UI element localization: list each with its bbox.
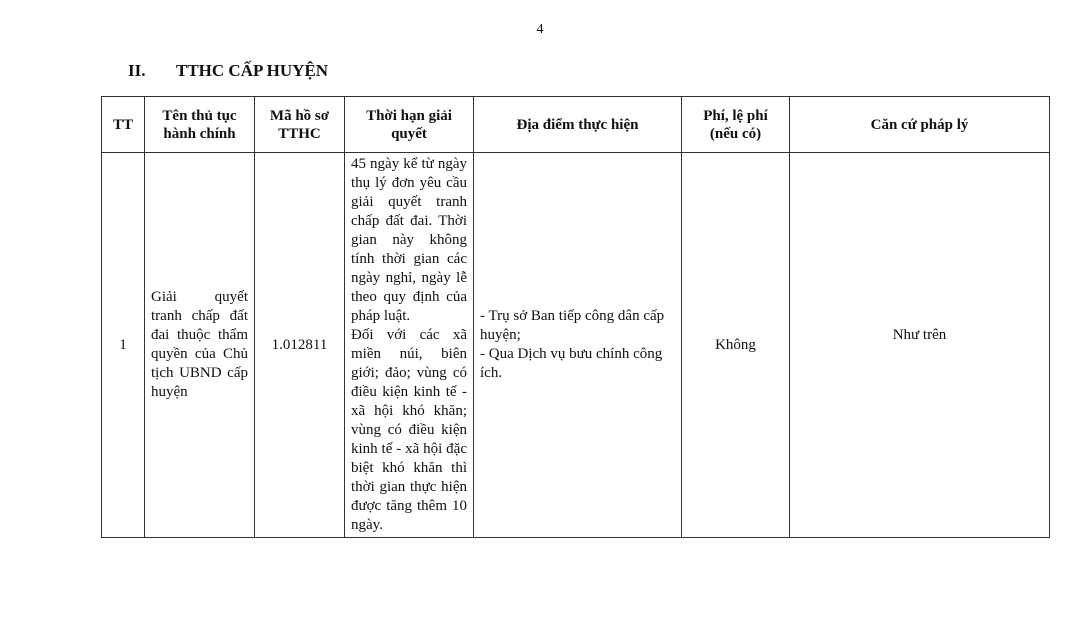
header-location: Địa điểm thực hiện bbox=[474, 97, 682, 153]
processing-time-extension: Đối với các xã miền núi, biên giới; đảo; vùng có điều kiện kinh tế - xã hội khó khăn; vùng có điều kiện kinh tế - xã hội đặc biệt khó khăn thì thời gian thực hiện được tăng thêm 10 ngày. bbox=[351, 327, 467, 533]
header-processing-time: Thời hạn giải quyết bbox=[345, 97, 474, 153]
cell-procedure-name: Giải quyết tranh chấp đất đai thuộc thẩm quyền của Chủ tịch UBND cấp huyện bbox=[145, 153, 255, 538]
section-number: II. bbox=[128, 61, 146, 80]
header-fee: Phí, lệ phí (nếu có) bbox=[682, 97, 790, 153]
location-postal: - Qua Dịch vụ bưu chính công ích. bbox=[480, 346, 663, 381]
header-record-code: Mã hồ sơ TTHC bbox=[255, 97, 345, 153]
section-title: TTHC CẤP HUYỆN bbox=[176, 61, 329, 80]
header-procedure-name: Tên thủ tục hành chính bbox=[145, 97, 255, 153]
processing-time-main: 45 ngày kể từ ngày thụ lý đơn yêu cầu giải quyết tranh chấp đất đai. Thời gian này không tính thời gian các ngày nghỉ, ngày lễ theo quy định của pháp luật. bbox=[351, 156, 467, 324]
procedures-table bbox=[101, 96, 1050, 538]
header-tt: TT bbox=[102, 97, 145, 153]
cell-fee: Không bbox=[682, 153, 790, 538]
location-office: - Trụ sở Ban tiếp công dân cấp huyện; bbox=[480, 308, 665, 343]
section-heading bbox=[128, 61, 328, 81]
cell-tt: 1 bbox=[102, 153, 145, 538]
cell-processing-time bbox=[345, 153, 474, 538]
page-number: 4 bbox=[536, 22, 544, 37]
cell-location bbox=[474, 153, 682, 538]
table-row bbox=[102, 153, 1050, 538]
header-legal-basis: Căn cứ pháp lý bbox=[790, 97, 1050, 153]
table-header-row bbox=[102, 97, 1050, 153]
cell-record-code: 1.012811 bbox=[255, 153, 345, 538]
cell-legal-basis: Như trên bbox=[790, 153, 1050, 538]
